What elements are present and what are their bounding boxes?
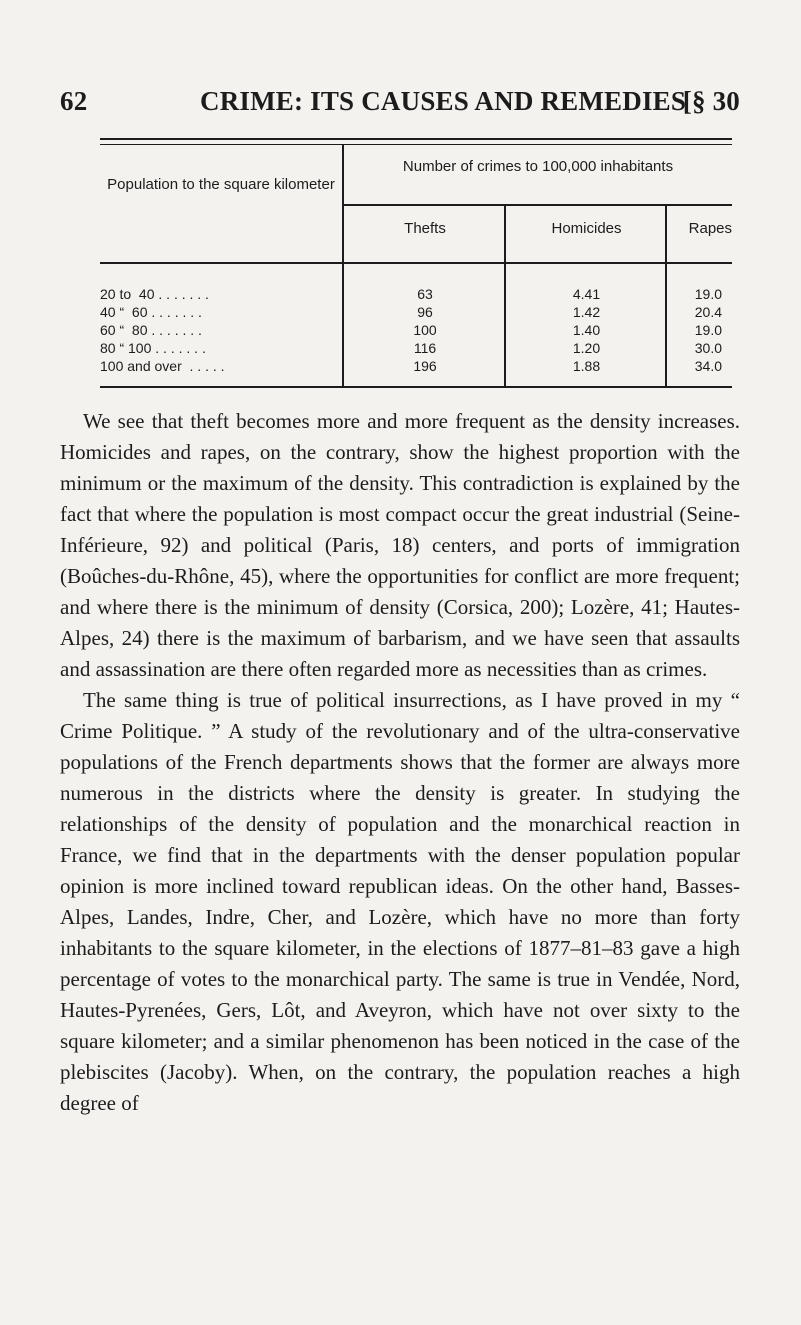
homicides-cell: 1.88 <box>572 358 601 374</box>
rapes-column-header: Rapes <box>688 220 732 237</box>
thefts-cell: 96 <box>417 304 433 320</box>
body-text <box>60 406 740 1119</box>
density-cell: 20 to 40 . . . . . . . <box>100 286 209 302</box>
page-header <box>60 86 740 120</box>
homicides-cell: 1.42 <box>572 304 601 320</box>
table-row <box>100 340 732 357</box>
table-row <box>100 322 732 339</box>
rapes-cell: 20.4 <box>694 304 722 320</box>
section-reference: [§ 30 <box>682 86 740 116</box>
page-number: 62 <box>60 86 88 116</box>
homicides-column-header: Homicides <box>551 220 622 237</box>
thefts-cell: 116 <box>413 340 437 356</box>
density-cell: 100 and over . . . . . <box>100 358 225 374</box>
table-bottom-rule <box>100 386 732 388</box>
crime-density-table <box>100 138 732 388</box>
table-row <box>100 286 732 303</box>
paragraph: The same thing is true of political insurrections, as I have proved in my “ Crime Politique. ” A study of the revolutionary and of the ultra-conservative populations of the French departments shows that the former are always more numerous in the districts where the density is greater. In studying the relationships of the density of population and the monarchical reaction in France, we find that in the departments with the denser population popular opinion is more inclined toward republican ideas. On the other hand, Basses-Alpes, Landes, Indre, Cher, and Lozère, which have no more than forty inhabitants to the square kilometer, in the elections of 1877–81–83 gave a high percentage of votes to the monarchical party. The same is true in Vendée, Nord, Hautes-Pyrenées, Gers, Lôt, and Aveyron, which have not over sixty to the square kilometer; and a similar phenomenon has been noticed in the case of the plebiscites (Jacoby). When, on the contrary, the population reaches a high degree of <box>60 688 740 1115</box>
header-bottom-rule <box>100 262 732 264</box>
table-row <box>100 358 732 375</box>
crime-header-rule <box>344 204 732 206</box>
population-column-header: Population to the square kilometer <box>107 176 335 193</box>
running-title: CRIME: ITS CAUSES AND REMEDIES <box>200 86 687 116</box>
table-top-inner-rule <box>100 144 732 145</box>
paragraph: We see that theft becomes more and more frequent as the density increases. Homicides and rapes, on the contrary, show the highest proportion with the minimum or the maximum of the density. This contradiction is explained by the fact that where the population is most compact occur the great industrial (Seine-Inférieure, 92) and political (Paris, 18) centers, and ports of immigration (Boûches-du-Rhône, 45), where the opportunities for conflict are more frequent; and where there is the minimum of density (Corsica, 200); Lozère, 41; Hautes-Alpes, 24) there is the maximum of barbarism, and we have seen that assaults and assassination are there often regarded more as necessities than as crimes. <box>60 409 740 681</box>
rapes-cell: 19.0 <box>694 286 722 302</box>
rapes-cell: 34.0 <box>694 358 722 374</box>
density-cell: 80 “ 100 . . . . . . . <box>100 340 206 356</box>
table-top-rule <box>100 138 732 140</box>
thefts-cell: 63 <box>417 286 433 302</box>
crimes-column-header: Number of crimes to 100,000 inhabitants <box>402 158 674 175</box>
density-cell: 60 “ 80 . . . . . . . <box>100 322 202 338</box>
thefts-column-header: Thefts <box>404 220 446 237</box>
thefts-cell: 100 <box>413 322 437 338</box>
rapes-cell: 19.0 <box>694 322 722 338</box>
table-row <box>100 304 732 321</box>
homicides-cell: 4.41 <box>572 286 601 302</box>
homicides-cell: 1.20 <box>572 340 601 356</box>
rapes-cell: 30.0 <box>694 340 722 356</box>
homicides-cell: 1.40 <box>572 322 601 338</box>
density-cell: 40 “ 60 . . . . . . . <box>100 304 202 320</box>
thefts-cell: 196 <box>413 358 437 374</box>
